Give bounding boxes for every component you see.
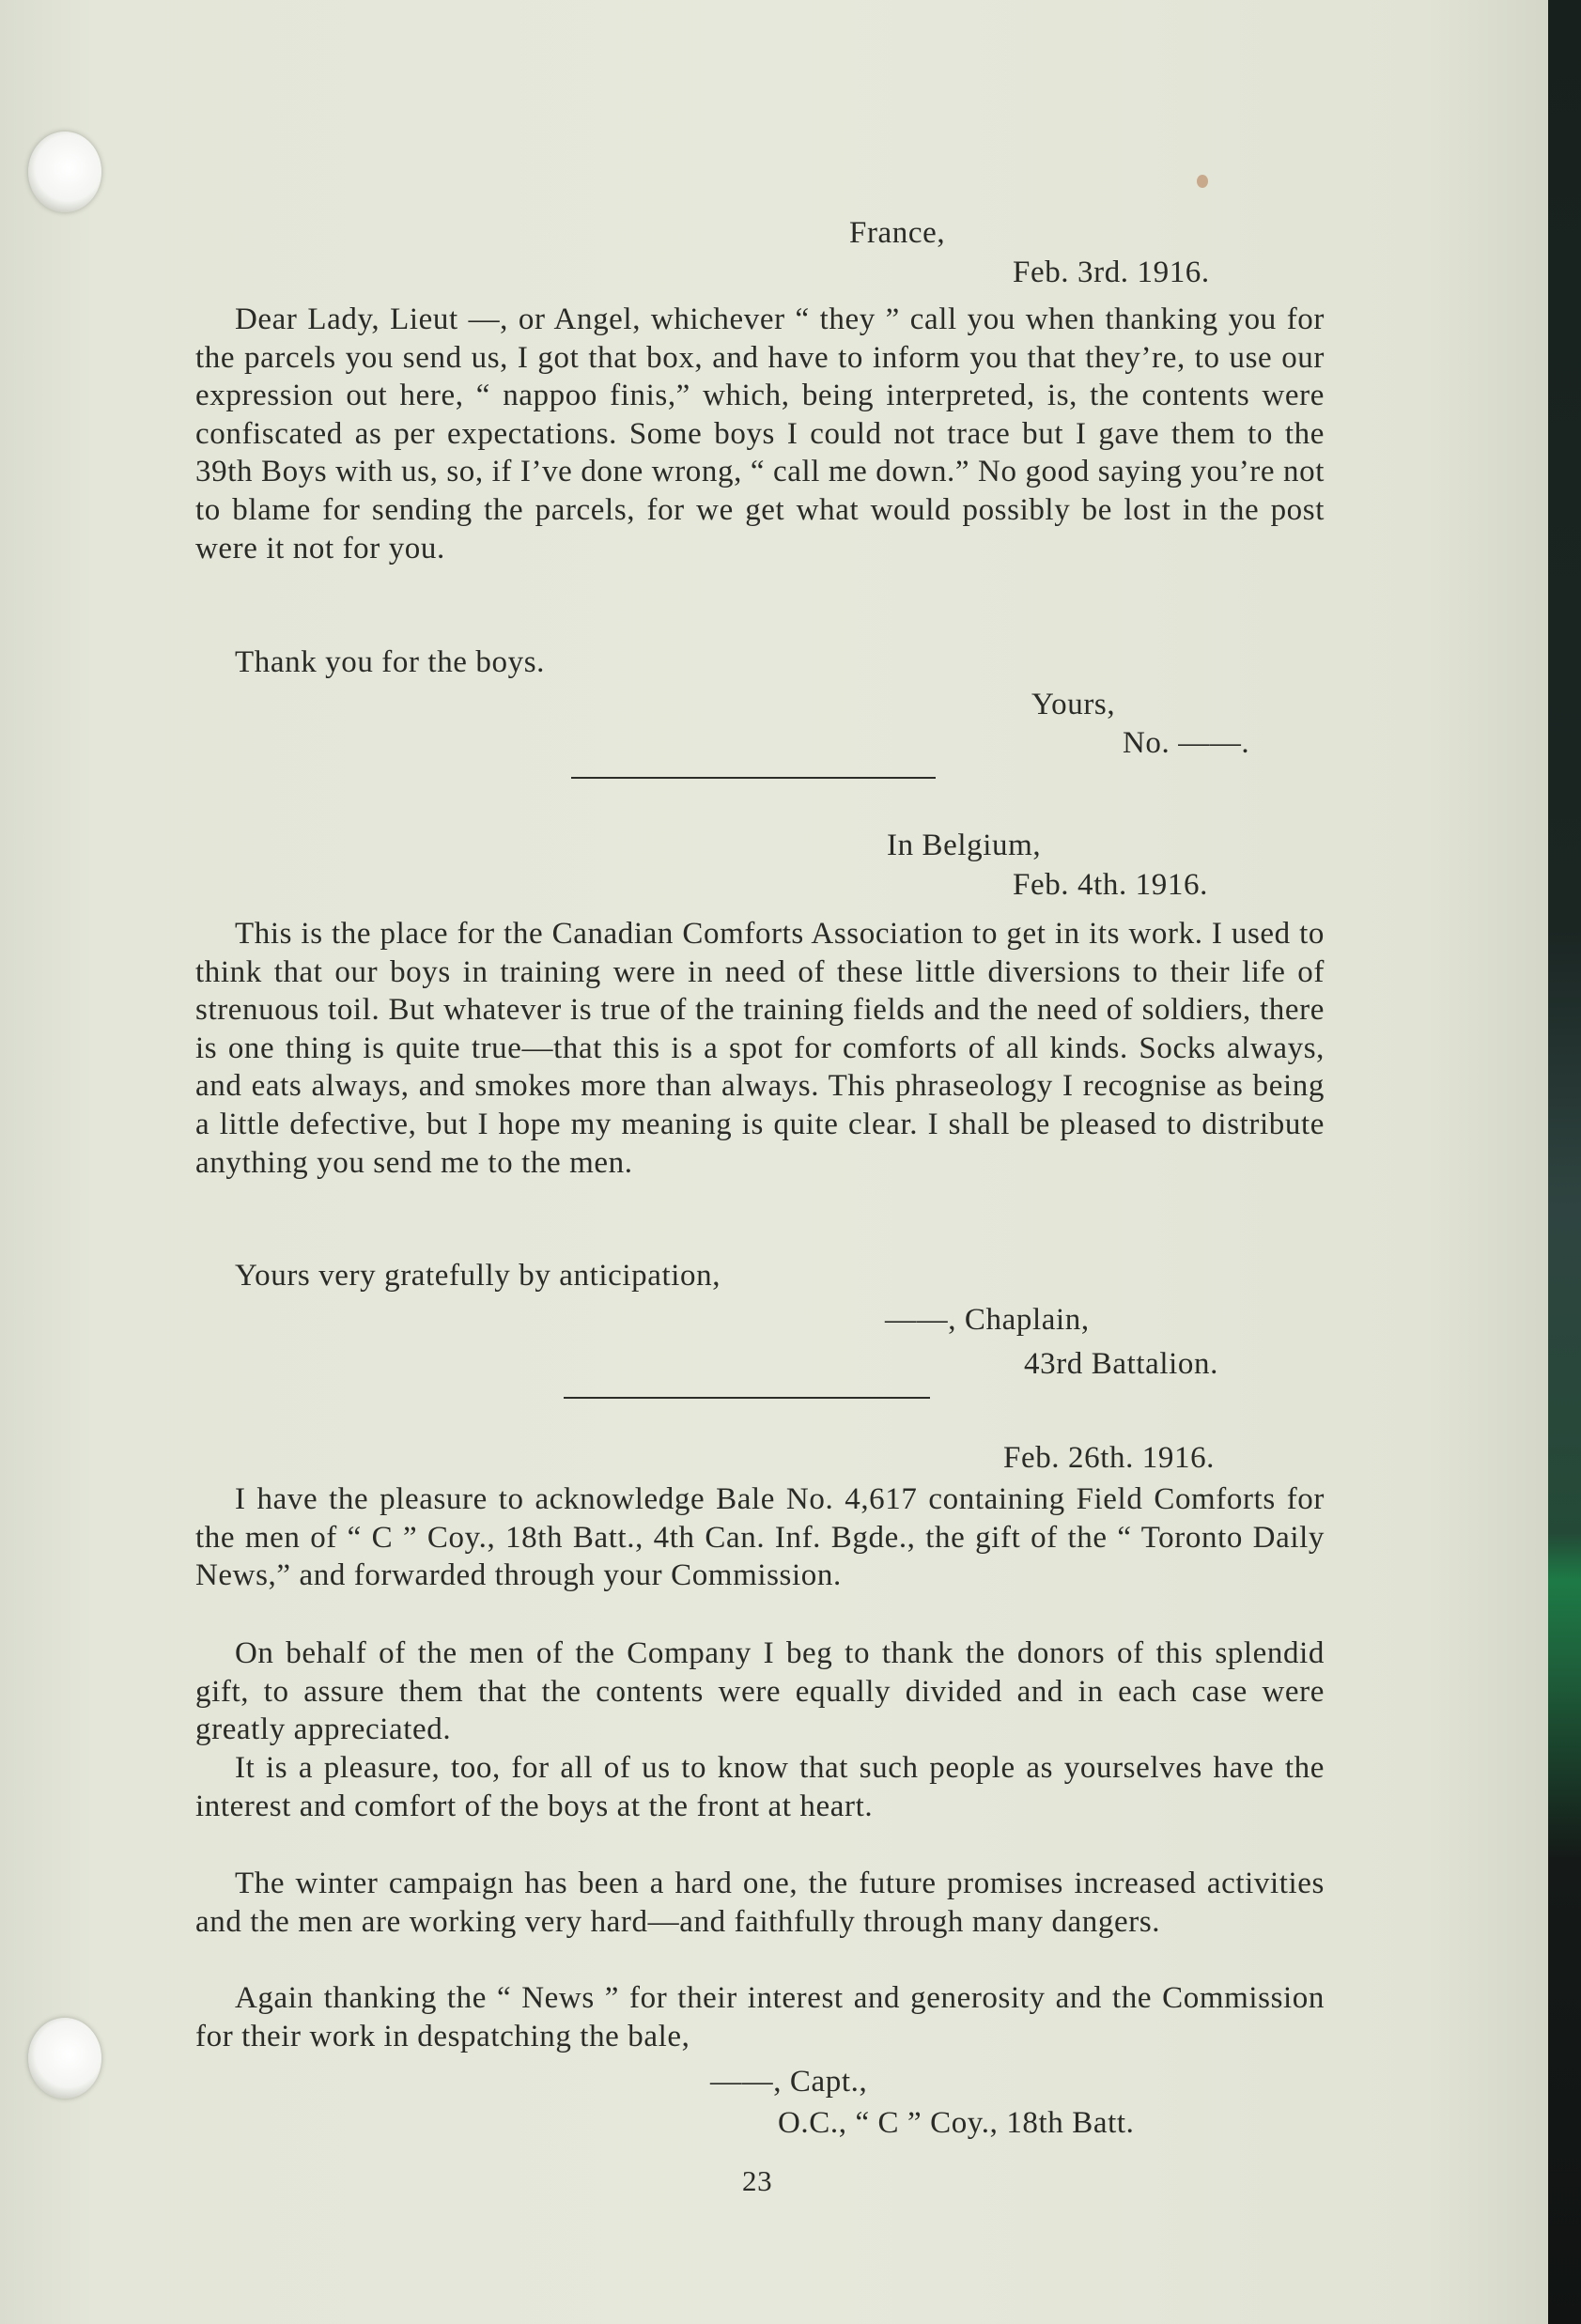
- letter-3-signature: ——, Capt.,: [710, 2065, 868, 2099]
- letter-3-paragraph: I have the pleasure to acknowledge Bale No. 4,617 containing Field Comforts for the men of “ C ” Coy., 18th Batt., 4th Can. Inf. Bgde., the gift of the “ Toronto Daily News,” and forwarded through your Commission.: [195, 1482, 1325, 1593]
- separator-rule: [571, 777, 936, 779]
- letter-3-paragraph: On behalf of the men of the Company I beg to thank the donors of this splendid gift, to assure them that the contents were equally divided and in each case were greatly appreciated.: [195, 1636, 1325, 1747]
- letter-3-paragraph: Again thanking the “ News ” for their interest and generosity and the Commission for their work in despatching the bale,: [195, 1981, 1325, 2053]
- letter-1-paragraph: Dear Lady, Lieut —, or Angel, whichever “ they ” call you when thanking you for the parcels you send us, I got that box, and have to inform you that they’re, to use our expression out here, “ nappoo finis,” which, being interpreted, is, the contents were confiscated as per expectations. Some boys I could not trace but I gave them to the 39th Boys with us, so, if I’ve done wrong, “ call me down.” No good saying you’re not to blame for sending the parcels, for we get what would possibly be lost in the post were it not for you.: [195, 302, 1325, 566]
- letter-3-date: Feb. 26th. 1916.: [1003, 1441, 1216, 1475]
- letter-1-signature: No. ——.: [1123, 726, 1250, 760]
- background-edge: [1548, 0, 1581, 2324]
- letter-2-unit: 43rd Battalion.: [1024, 1347, 1218, 1381]
- letter-1-place: France,: [849, 216, 946, 250]
- page-number: 23: [742, 2164, 773, 2197]
- letter-2-signature: ——, Chaplain,: [885, 1303, 1090, 1337]
- letter-3-paragraph: It is a pleasure, too, for all of us to know that such people as yourselves have the interest and comfort of the boys at the front at heart.: [195, 1751, 1325, 1823]
- letter-2-paragraph: This is the place for the Canadian Comforts Association to get in its work. I used to think that our boys in training were in need of these little diversions to their life of strenuous toil. But whatever is true of the training fields and the need of soldiers, there is one thing is quite true—that this is a spot for comforts of all kinds. Socks always, and eats always, and smokes more than always. This phraseology I recognise as being a little defective, but I hope my meaning is quite clear. I shall be pleased to distribute anything you send me to the men.: [195, 917, 1325, 1180]
- letter-1-date: Feb. 3rd. 1916.: [1013, 256, 1210, 289]
- letter-1-closing: Yours,: [1031, 688, 1116, 721]
- letter-3-unit: O.C., “ C ” Coy., 18th Batt.: [778, 2106, 1135, 2140]
- letter-3-paragraph: The winter campaign has been a hard one, the future promises increased activities and the men are working very hard—and faithfully through many dangers.: [195, 1867, 1325, 1939]
- letter-1-paragraph: Thank you for the boys.: [235, 645, 545, 679]
- letter-2-place: In Belgium,: [887, 829, 1042, 862]
- letter-2-paragraph: Yours very gratefully by anticipation,: [235, 1259, 721, 1293]
- separator-rule: [564, 1397, 930, 1399]
- letter-2-date: Feb. 4th. 1916.: [1013, 868, 1208, 902]
